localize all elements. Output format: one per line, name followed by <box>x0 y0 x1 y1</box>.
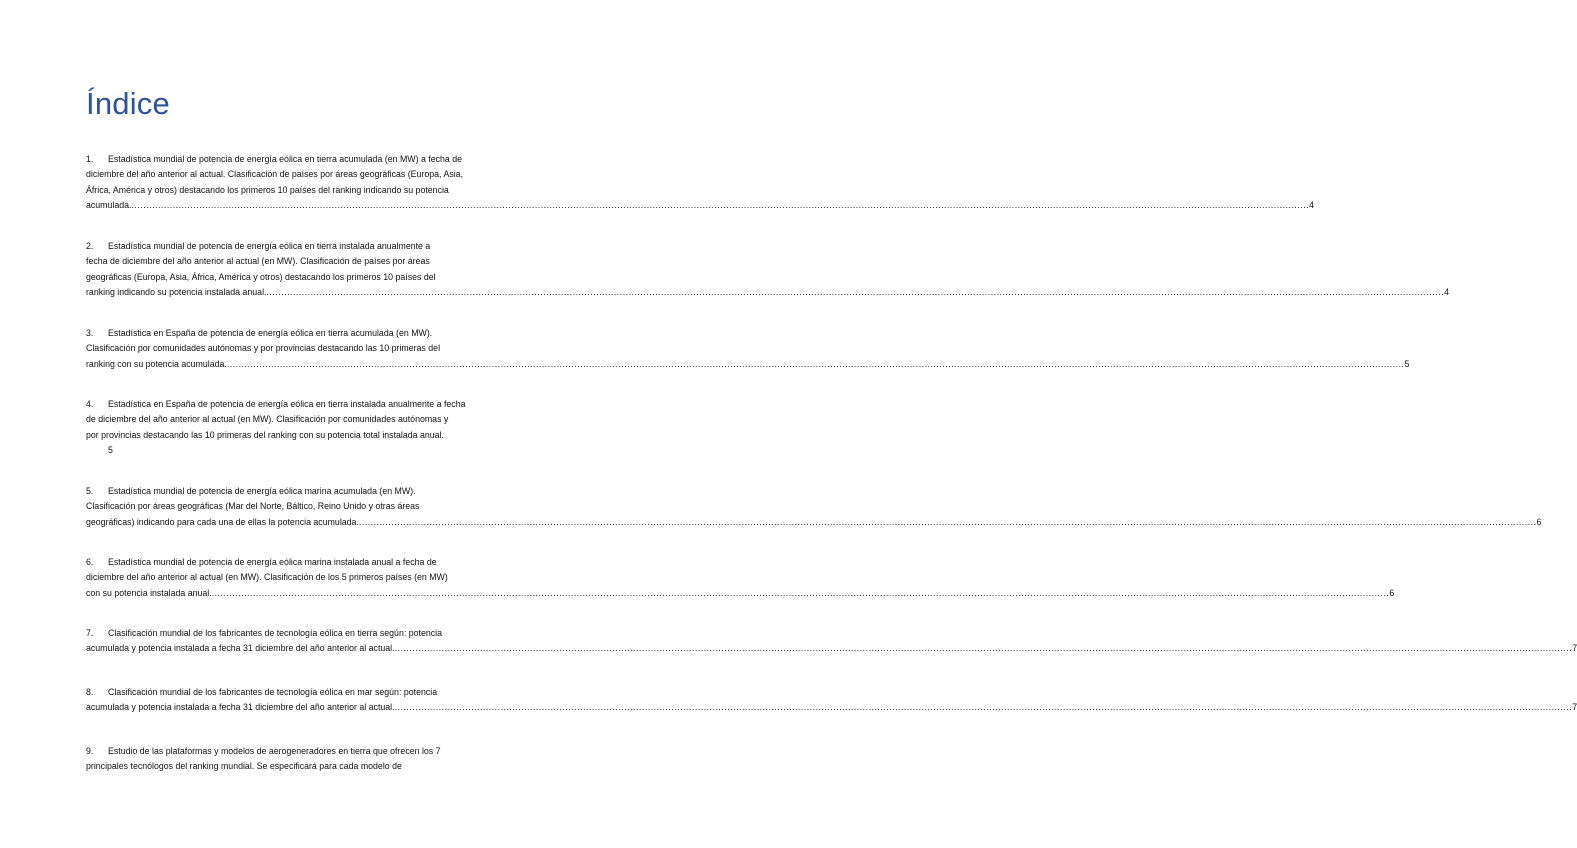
toc-entry-line <box>86 239 514 254</box>
toc-entry[interactable] <box>86 152 1315 214</box>
toc-entry-line: Clasificación por comunidades autónomas y por provincias destacando las 10 primeras del <box>86 343 441 354</box>
toc-entry-text: Estadística en España de potencia de energía eólica en tierra instalada anualmente a fecha <box>108 399 466 409</box>
toc-entry-text: con su potencia instalada anual. <box>86 587 212 598</box>
toc-entry-last-line <box>86 515 1542 530</box>
toc-entry-line: diciembre del año anterior al actual. Clasificación de países por áreas geográficas (Europa, Asia, <box>86 169 464 180</box>
toc-entry-line <box>86 326 514 341</box>
toc-entry-text: Estadística mundial de potencia de energía eólica marina acumulada (en MW). <box>108 486 416 496</box>
toc-entry-line <box>86 555 514 570</box>
toc-entry-text: ranking con su potencia acumulada. <box>86 358 227 369</box>
toc-entry-text: geográficas) indicando para cada una de ellas la potencia acumulada. <box>86 516 359 527</box>
toc-entry[interactable] <box>86 555 1395 601</box>
toc-entry-text: Clasificación mundial de los fabricantes de tecnología eólica en tierra según: potencia <box>108 628 442 638</box>
toc-entry-line: África, América y otros) destacando los primeros 10 países del ranking indicando su potencia <box>86 184 449 195</box>
toc-entry[interactable] <box>86 239 1449 301</box>
page-title: Índice <box>86 86 170 121</box>
toc-entry-line: por provincias destacando las 10 primeras del ranking con su potencia total instalada anual. <box>86 429 444 440</box>
toc-page-number: 4 <box>1309 200 1315 211</box>
toc-entry-text: Estadística mundial de potencia de energía eólica marina instalada anual a fecha de <box>108 557 437 567</box>
toc-entry-number: 9. <box>86 746 94 756</box>
dot-leader: ................................................................................................................................................................................................................................................................................................................................................................................................................ <box>266 287 1445 298</box>
toc-entry-last-line <box>86 357 1410 372</box>
toc-page-number: 4 <box>1444 287 1449 298</box>
toc-entry-line: principales tecnólogos del ranking mundial. Se especificará para cada modelo de <box>86 761 402 772</box>
toc-entry-text: Estadística mundial de potencia de energía eólica en tierra instalada anualmente a <box>108 241 431 251</box>
toc-page-number: 5 <box>1404 358 1410 369</box>
toc-entry-line <box>86 397 514 412</box>
toc-page-number: 7 <box>1572 643 1577 654</box>
toc-entry-line <box>86 744 514 759</box>
toc-entry-line: de diciembre del año anterior al actual (en MW). Clasificación por comunidades autónomas y <box>86 414 449 425</box>
toc-entry-number: 8. <box>86 687 94 697</box>
toc-entry-text: Estadística en España de potencia de energía eólica en tierra acumulada (en MW). <box>108 328 433 338</box>
toc-entry-line: fecha de diciembre del año anterior al actual (en MW). Clasificación de países por áreas <box>86 256 430 267</box>
toc-entry-line <box>86 484 514 499</box>
toc-entry[interactable] <box>86 626 1577 657</box>
toc-page-number: 7 <box>1572 702 1577 713</box>
dot-leader: ................................................................................................................................................................................................................................................................................................................................................................................................................ <box>131 200 1310 211</box>
dot-leader: ................................................................................................................................................................................................................................................................................................................................................................................................................ <box>226 358 1405 369</box>
toc-entry-line: Clasificación por áreas geográficas (Mar del Norte, Báltico, Reino Unido y otras áreas <box>86 501 420 512</box>
dot-leader: ................................................................................................................................................................................................................................................................................................................................................................................................................ <box>394 643 1573 654</box>
toc-entry-line <box>86 152 514 167</box>
toc-entry-line <box>86 685 514 700</box>
toc-entry-line <box>86 626 514 641</box>
toc-entry[interactable] <box>86 685 1577 716</box>
toc-entry-line: geográficas (Europa, Asia, África, América y otros) destacando los primeros 10 países del <box>86 271 436 282</box>
toc-entry-last-line <box>86 586 1395 601</box>
toc-entry-text: acumulada y potencia instalada a fecha 31 diciembre del año anterior al actual. <box>86 702 395 713</box>
toc-entry-number: 6. <box>86 557 94 567</box>
toc-entry-last-line <box>86 700 1577 715</box>
toc-entry-last-line <box>86 285 1449 300</box>
dot-leader: ................................................................................................................................................................................................................................................................................................................................................................................................................ <box>211 587 1390 598</box>
toc-entry-text: Clasificación mundial de los fabricantes de tecnología eólica en mar según: potencia <box>108 687 438 697</box>
toc-entry-text: acumulada y potencia instalada a fecha 31 diciembre del año anterior al actual. <box>86 643 395 654</box>
toc-entry[interactable] <box>86 744 514 775</box>
toc-entry[interactable] <box>86 484 1542 530</box>
toc-entry-number: 5. <box>86 486 94 496</box>
toc-entry-line: diciembre del año anterior al actual (en MW). Clasificación de los 5 primeros países (en MW) <box>86 572 448 583</box>
toc-entry[interactable] <box>86 397 514 459</box>
toc-entry-text: ranking indicando su potencia instalada anual. <box>86 287 267 298</box>
toc-page-number: 6 <box>1536 516 1542 527</box>
toc-entry[interactable] <box>86 326 1410 372</box>
dot-leader: ................................................................................................................................................................................................................................................................................................................................................................................................................ <box>394 702 1573 713</box>
toc-entry-last-line <box>86 641 1577 656</box>
toc-entry-number: 2. <box>86 241 94 251</box>
toc-entry-number: 3. <box>86 328 94 338</box>
toc-entry-text: acumulada. <box>86 200 132 211</box>
toc-entry-number: 7. <box>86 628 94 638</box>
toc-entry-number: 1. <box>86 154 94 164</box>
toc-entry-text: Estudio de las plataformas y modelos de aerogeneradores en tierra que ofrecen los 7 <box>108 746 441 756</box>
toc-page-number: 5 <box>108 445 113 456</box>
toc-entry-number: 4. <box>86 399 94 409</box>
toc-entry-last-line <box>86 198 1315 213</box>
dot-leader: ................................................................................................................................................................................................................................................................................................................................................................................................................ <box>358 516 1537 527</box>
toc-page-number: 6 <box>1389 587 1395 598</box>
toc-entry-text: Estadística mundial de potencia de energía eólica en tierra acumulada (en MW) a fecha de <box>108 154 463 164</box>
